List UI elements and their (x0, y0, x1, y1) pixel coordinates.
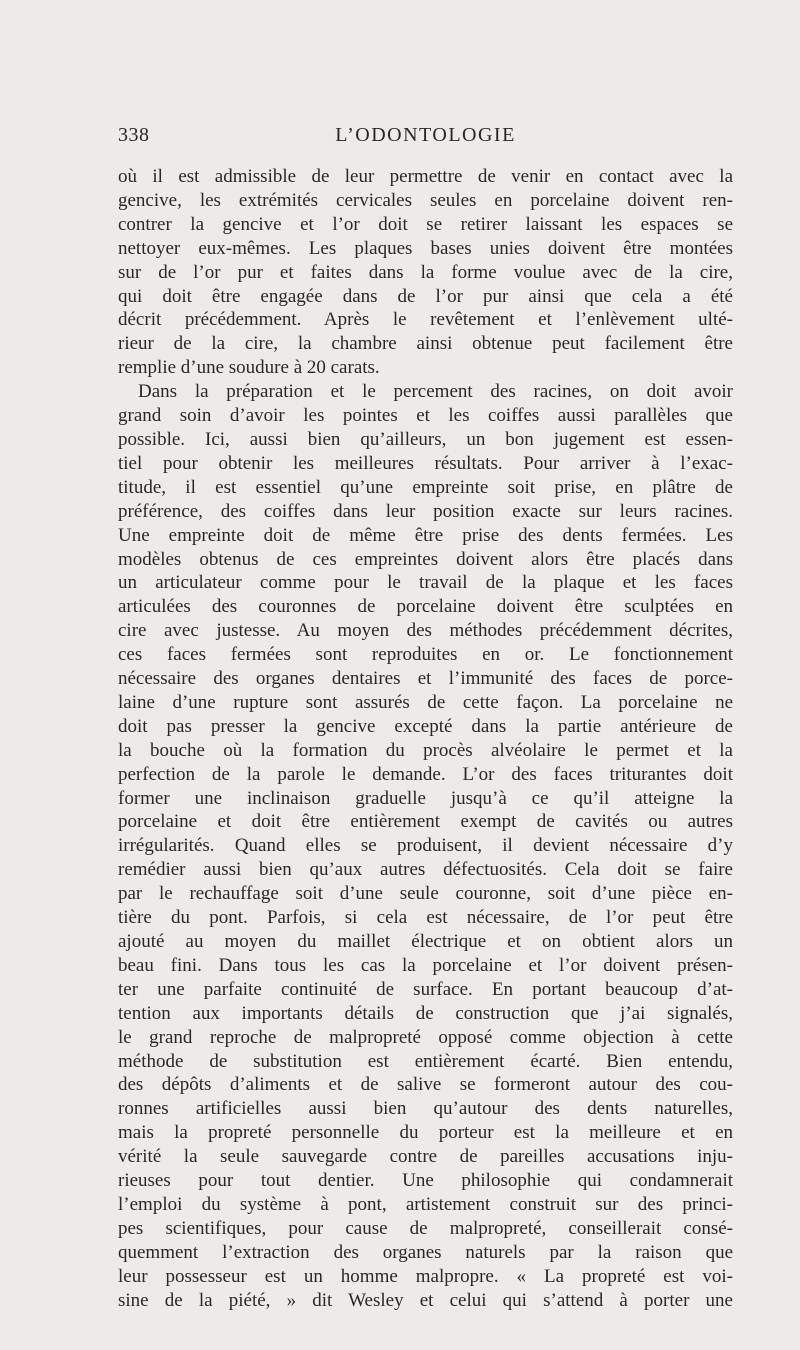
text-line: modèles obtenus de ces empreintes doivent alors être placés dans (118, 548, 733, 570)
text-line: doit pas presser la gencive excepté dans la partie antérieure de (118, 715, 733, 737)
text-line: titude, il est essentiel qu’une empreinte soit prise, en plâtre de (118, 476, 733, 498)
running-title: L’ODONTOLOGIE (335, 124, 516, 146)
text-line: le grand reproche de malpropreté opposé comme objection à cette (118, 1026, 733, 1048)
text-line: Une empreinte doit de même être prise des dents fermées. Les (118, 524, 733, 546)
text-line: possible. Ici, aussi bien qu’ailleurs, un bon jugement est essen- (118, 428, 733, 450)
text-line: décrit précédemment. Après le revêtement et l’enlèvement ulté- (118, 309, 733, 331)
text-line: rieur de la cire, la chambre ainsi obtenue peut facilement être (118, 333, 733, 355)
text-line: Dans la préparation et le percement des racines, on doit avoir (138, 381, 733, 403)
text-line: mais la propreté personnelle du porteur est la meilleure et en (118, 1122, 733, 1144)
text-line: former une inclinaison graduelle jusqu’à ce qu’il atteigne la (118, 787, 733, 809)
text-line: rieuses pour tout dentier. Une philosophie qui condamnerait (118, 1170, 733, 1192)
text-line: qui doit être engagée dans de l’or pur ainsi que cela a été (118, 285, 733, 307)
text-line: grand soin d’avoir les pointes et les coiffes aussi parallèles que (118, 405, 733, 427)
text-line: laine d’une rupture sont assurés de cette façon. La porcelaine ne (118, 691, 733, 713)
text-line: méthode de substitution est entièrement écarté. Bien entendu, (118, 1050, 733, 1072)
text-line: préférence, des coiffes dans leur position exacte sur leurs racines. (118, 500, 733, 522)
text-line: nécessaire des organes dentaires et l’immunité des faces de porce- (118, 668, 733, 690)
text-line: sine de la piété, » dit Wesley et celui qui s’attend à porter une (118, 1289, 733, 1311)
text-line: quemment l’extraction des organes naturels par la raison que (118, 1241, 733, 1263)
body-text (118, 165, 733, 1313)
text-line: ajouté au moyen du maillet électrique et on obtient alors un (118, 931, 733, 952)
text-line: irrégularités. Quand elles se produisent, il devient nécessaire d’y (118, 835, 733, 857)
text-line: cire avec justesse. Au moyen des méthodes précédemment décrites, (118, 620, 733, 642)
text-line: pes scientifiques, pour cause de malpropreté, conseillerait consé- (118, 1217, 733, 1239)
text-line: ronnes artificielles aussi bien qu’autour des dents naturelles, (118, 1098, 733, 1120)
text-line: tière du pont. Parfois, si cela est nécessaire, de l’or peut être (118, 907, 733, 929)
text-line: un articulateur comme pour le travail de la plaque et les faces (118, 572, 733, 594)
text-line: des dépôts d’aliments et de salive se formeront autour des cou- (118, 1074, 733, 1096)
text-line: gencive, les extrémités cervicales seules en porcelaine doivent ren- (118, 189, 733, 211)
page-number: 338 (118, 124, 150, 146)
text-line: porcelaine et doit être entièrement exempt de cavités ou autres (118, 811, 733, 833)
text-line: ces faces fermées sont reproduites en or. Le fonctionnement (118, 644, 733, 666)
text-line: nettoyer eux-mêmes. Les plaques bases unies doivent être montées (118, 237, 733, 259)
text-line: où il est admissible de leur permettre de venir en contact avec la (118, 166, 733, 187)
text-line: articulées des couronnes de porcelaine doivent être sculptées en (118, 596, 733, 618)
text-line: la bouche où la formation du procès alvéolaire le permet et la (118, 739, 733, 761)
text-line: par le rechauffage soit d’une seule couronne, soit d’une pièce en- (118, 883, 733, 905)
text-line: contrer la gencive et l’or doit se retirer laissant les espaces se (118, 213, 733, 235)
text-line: beau fini. Dans tous les cas la porcelaine et l’or doivent présen- (118, 954, 733, 976)
text-line: perfection de la parole le demande. L’or des faces triturantes doit (118, 763, 733, 785)
text-line: ter une parfaite continuité de surface. En portant beaucoup d’at- (118, 978, 733, 1000)
text-line: remplie d’une soudure à 20 carats. (118, 357, 380, 379)
text-line: tention aux importants détails de construction que j’ai signalés, (118, 1002, 733, 1024)
text-line: leur possesseur est un homme malpropre. « La propreté est voi- (118, 1265, 733, 1287)
text-line: remédier aussi bien qu’aux autres défectuosités. Cela doit se faire (118, 859, 733, 881)
text-line: vérité la seule sauvegarde contre de pareilles accusations inju- (118, 1146, 733, 1168)
text-line: sur de l’or pur et faites dans la forme voulue avec de la cire, (118, 261, 733, 283)
text-line: l’emploi du système à pont, artistement construit sur des princi- (118, 1193, 733, 1215)
text-line: tiel pour obtenir les meilleures résultats. Pour arriver à l’exac- (118, 452, 733, 474)
page-header (118, 124, 733, 156)
